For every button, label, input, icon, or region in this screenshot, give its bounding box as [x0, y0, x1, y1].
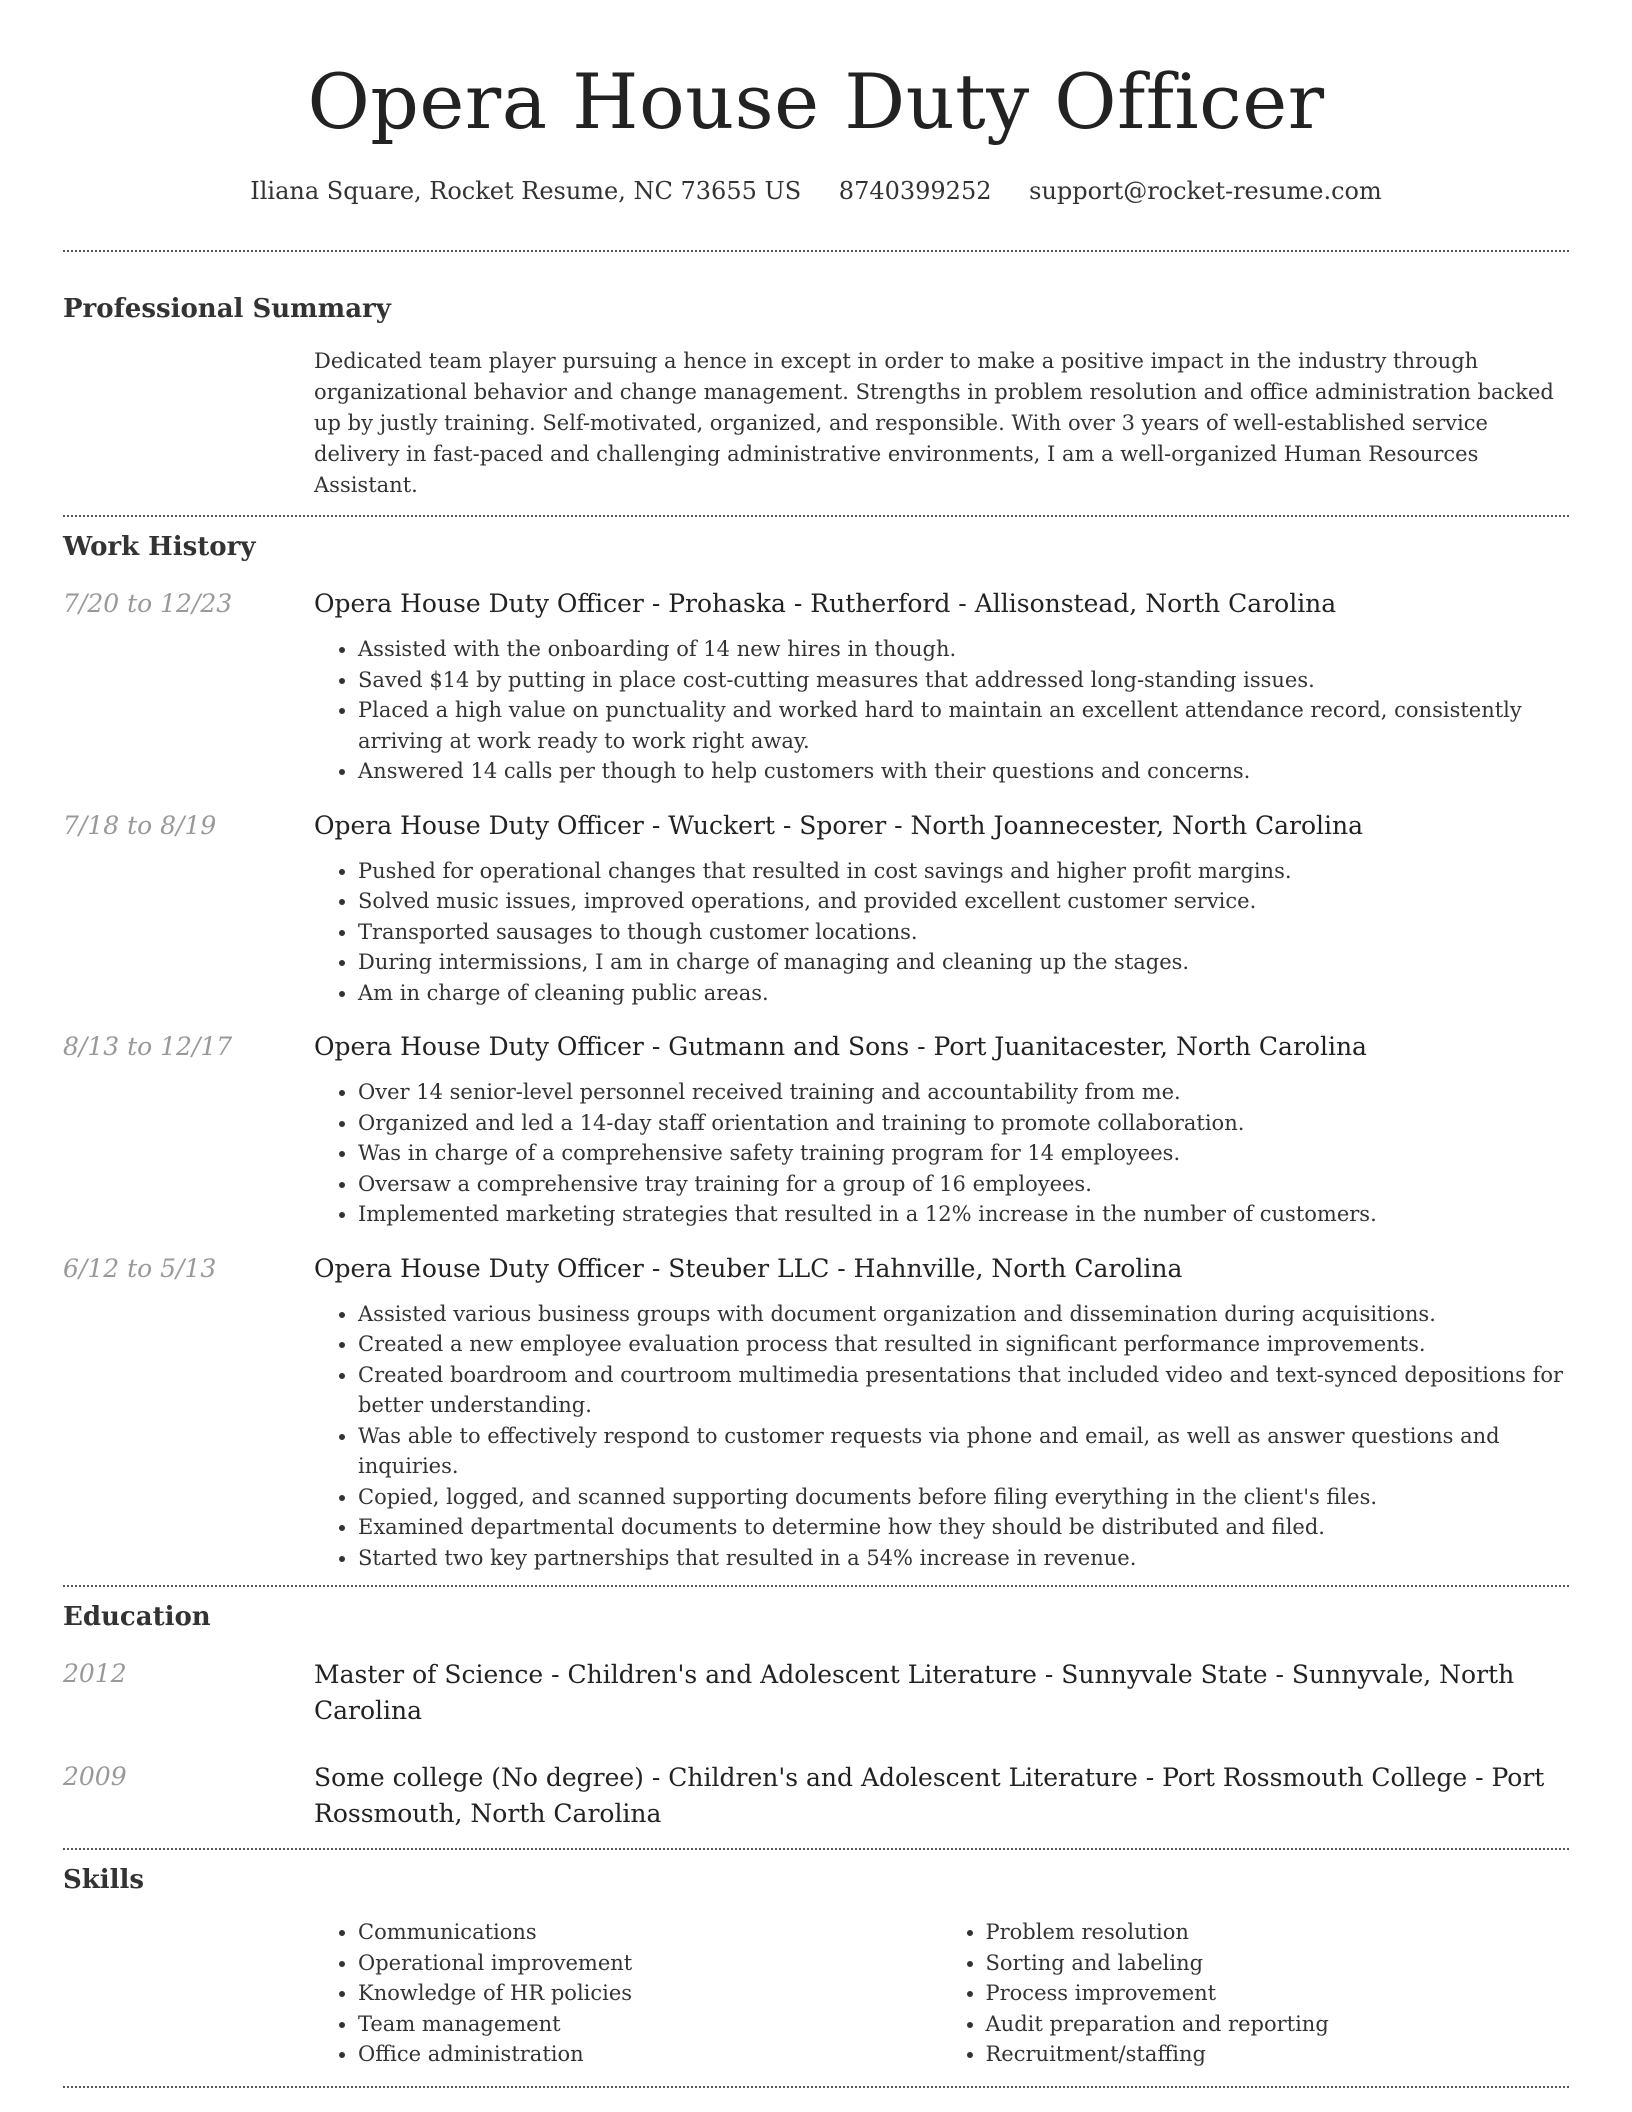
- list-item: • Was able to effectively respond to customer requests via phone and email, as well as answer questions and inquiries.: [358, 1421, 1569, 1482]
- list-item: • Sorting and labeling: [986, 1948, 1570, 1979]
- job-bullets: [314, 634, 1569, 787]
- education-title: Some college (No degree) - Children's and Adolescent Literature - Port Rossmouth College - Port Rossmouth, North Carolina: [314, 1763, 1545, 1828]
- list-item: • Communications: [358, 1917, 942, 1948]
- list-item: • Placed a high value on punctuality and worked hard to maintain an excellent attendance record, consistently arriving at work ready to work right away.: [358, 695, 1569, 756]
- education-entry: [63, 1657, 1569, 1729]
- skills-section: [63, 1863, 1569, 2070]
- job-entry: [63, 809, 1569, 1009]
- summary-text: Dedicated team player pursuing a hence in except in order to make a positive impact in the industry through organizational behavior and change management. Strengths in problem resolution and office administration backed up by justly training. Self-motivated, organized, and responsible. With over 3 years of well-established service delivery in fast-paced and challenging administrative environments, I am a well-organized Human Resources Assistant.: [314, 349, 1554, 497]
- divider: [63, 515, 1569, 517]
- job-entry: [63, 1252, 1569, 1574]
- list-item: • Organized and led a 14-day staff orientation and training to promote collaboration.: [358, 1108, 1569, 1139]
- education-title: Master of Science - Children's and Adolescent Literature - Sunnyvale State - Sunnyvale, North Carolina: [314, 1660, 1515, 1725]
- education-year: 2012: [63, 1659, 127, 1688]
- list-item: • Audit preparation and reporting: [986, 2009, 1570, 2040]
- list-item: • Transported sausages to though customer locations.: [358, 917, 1569, 948]
- summary-heading: Professional Summary: [63, 294, 391, 324]
- job-title: Opera House Duty Officer - Wuckert - Sporer - North Joannecester, North Carolina: [314, 810, 1364, 840]
- list-item: • Assisted with the onboarding of 14 new hires in though.: [358, 634, 1569, 665]
- list-item: • Knowledge of HR policies: [358, 1978, 942, 2009]
- contact-email: support@rocket-resume.com: [1029, 177, 1382, 205]
- job-dates: 7/20 to 12/23: [63, 589, 233, 618]
- contact-line: [63, 174, 1569, 208]
- job-entry: [63, 1030, 1569, 1230]
- education-heading: Education: [63, 1602, 211, 1632]
- contact-address: Iliana Square, Rocket Resume, NC 73655 US: [250, 177, 802, 205]
- job-entry: [63, 587, 1569, 787]
- list-item: • Started two key partnerships that resulted in a 54% increase in revenue.: [358, 1543, 1569, 1574]
- list-item: • Answered 14 calls per though to help customers with their questions and concerns.: [358, 756, 1569, 787]
- list-item: • Problem resolution: [986, 1917, 1570, 1948]
- job-bullets: [314, 1077, 1569, 1230]
- job-dates: 6/12 to 5/13: [63, 1253, 217, 1283]
- list-item: • Implemented marketing strategies that resulted in a 12% increase in the number of customers.: [358, 1199, 1569, 1230]
- job-dates: 7/18 to 8/19: [63, 810, 217, 840]
- education-year: 2009: [63, 1762, 127, 1791]
- skills-list-left: [314, 1917, 942, 2070]
- candidate-name: Opera House Duty Officer: [307, 57, 1325, 146]
- job-title: Opera House Duty Officer - Steuber LLC - Hahnville, North Carolina: [314, 1253, 1183, 1283]
- list-item: • Pushed for operational changes that resulted in cost savings and higher profit margins.: [358, 856, 1569, 887]
- job-dates: 8/13 to 12/17: [63, 1032, 233, 1061]
- list-item: • Solved music issues, improved operations, and provided excellent customer service.: [358, 886, 1569, 917]
- job-bullets: [314, 1299, 1569, 1574]
- work-history-heading: Work History: [63, 532, 256, 562]
- list-item: • Assisted various business groups with document organization and dissemination during acquisitions.: [358, 1299, 1569, 1330]
- list-item: • Oversaw a comprehensive tray training for a group of 16 employees.: [358, 1169, 1569, 1200]
- divider: [63, 250, 1569, 252]
- list-item: • Over 14 senior-level personnel received training and accountability from me.: [358, 1077, 1569, 1108]
- list-item: • Recruitment/staffing: [986, 2039, 1570, 2070]
- divider: [63, 2086, 1569, 2088]
- list-item: • Office administration: [358, 2039, 942, 2070]
- skills-list-right: [942, 1917, 1570, 2070]
- divider: [63, 1585, 1569, 1587]
- education-section: [63, 1600, 1569, 1832]
- contact-phone: 8740399252: [838, 177, 992, 205]
- skills-grid: [314, 1917, 1569, 2070]
- summary-section: [63, 292, 1569, 501]
- work-history-section: [63, 530, 1569, 1573]
- list-item: • Examined departmental documents to determine how they should be distributed and filed.: [358, 1512, 1569, 1543]
- list-item: • Operational improvement: [358, 1948, 942, 1979]
- list-item: • Process improvement: [986, 1978, 1570, 2009]
- education-entry: [63, 1760, 1569, 1832]
- skills-heading: Skills: [63, 1865, 145, 1895]
- divider: [63, 1848, 1569, 1850]
- job-title: Opera House Duty Officer - Prohaska - Rutherford - Allisonstead, North Carolina: [314, 589, 1337, 618]
- list-item: • Copied, logged, and scanned supporting documents before filing everything in the client's files.: [358, 1482, 1569, 1513]
- list-item: • Created boardroom and courtroom multimedia presentations that included video and text-synced depositions for better understanding.: [358, 1360, 1569, 1421]
- list-item: • Created a new employee evaluation process that resulted in significant performance improvements.: [358, 1329, 1569, 1360]
- list-item: • During intermissions, I am in charge of managing and cleaning up the stages.: [358, 947, 1569, 978]
- list-item: • Team management: [358, 2009, 942, 2040]
- list-item: • Am in charge of cleaning public areas.: [358, 978, 1569, 1009]
- list-item: • Was in charge of a comprehensive safety training program for 14 employees.: [358, 1138, 1569, 1169]
- job-title: Opera House Duty Officer - Gutmann and Sons - Port Juanitacester, North Carolina: [314, 1032, 1367, 1061]
- list-item: • Saved $14 by putting in place cost-cutting measures that addressed long-standing issues.: [358, 665, 1569, 696]
- job-bullets: [314, 856, 1569, 1009]
